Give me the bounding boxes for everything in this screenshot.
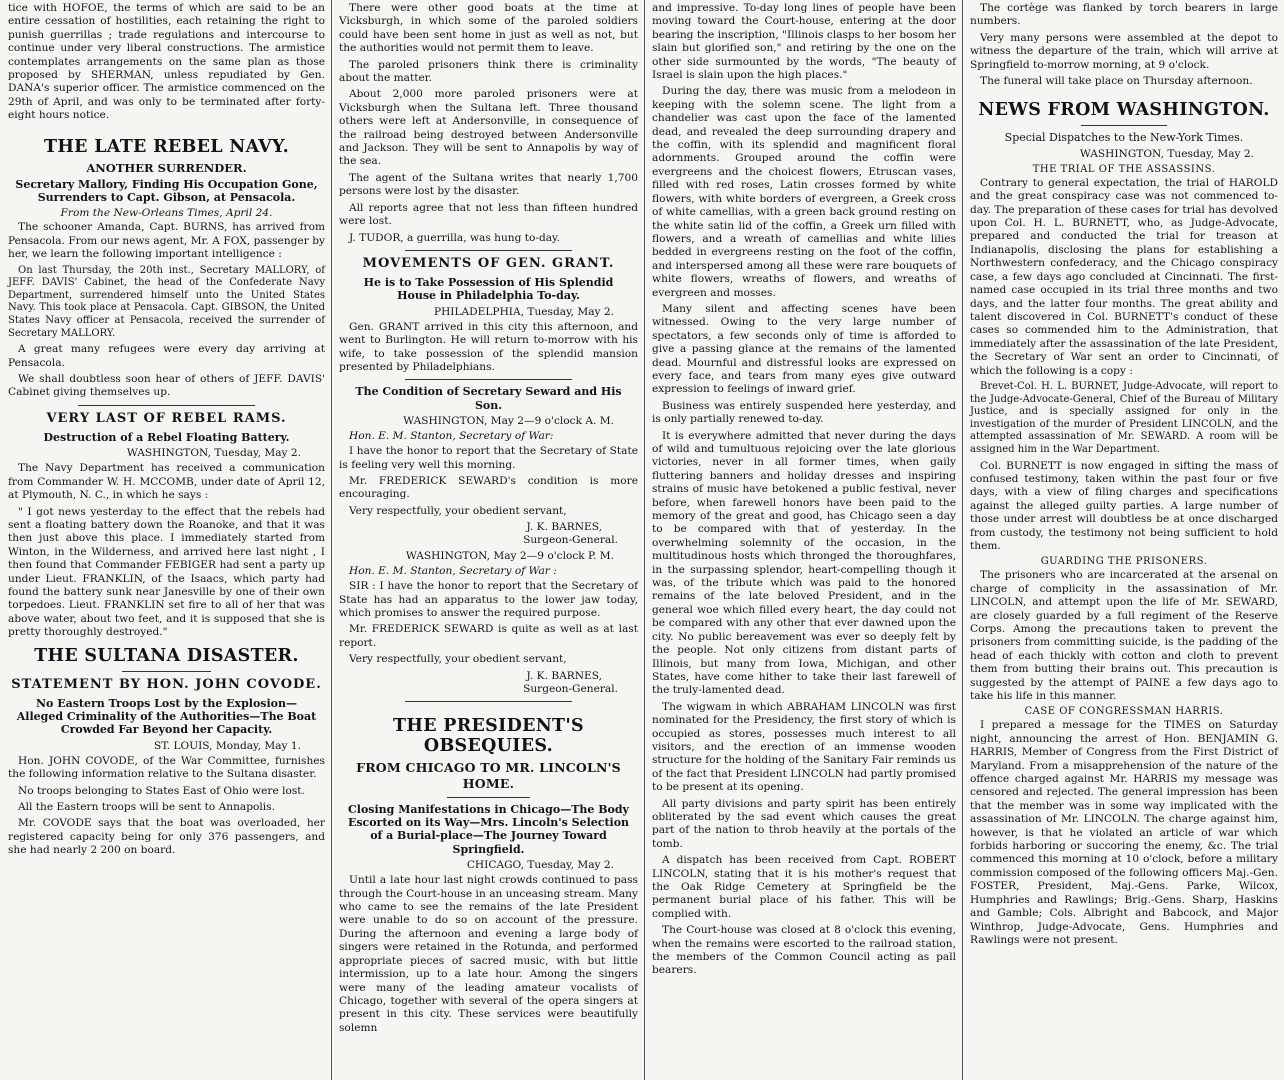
article-paragraph: J. TUDOR, a guerrilla, was hung to-day. xyxy=(349,231,561,244)
article-paragraph: The wigwam in which ABRAHAM LINCOLN was first nominated for the Presidency, the first story of which is occupied as stores, possesses much interest to all visitors, and the erection of an immense wooden structure for the holding of the Sanitary Fair reminds us of the fact that President LINCOLN had partly promised to be present at its opening. xyxy=(652,700,956,794)
article-paragraph: Brevet-Col. H. L. BURNET, Judge-Advocate, will report to the Judge-Advocate-General, Chief of the Bureau of Military Justice, and is specially assigned for only in the investigation of the murder of President LINCOLN, and the attempted assassination of Mr. SEWARD. A room will be assigned him in the War Department. xyxy=(970,380,1278,455)
signature-title: Surgeon-General. xyxy=(523,534,618,547)
column-1 xyxy=(0,0,331,1080)
article-paragraph: There were other good boats at the time at Vicksburgh, in which some of the paroled soldiers could have been sent home in just as well as not, but the authorities would not permit them to leave. xyxy=(339,2,638,55)
headline-movements-grant: MOVEMENTS OF GEN. GRANT. xyxy=(362,255,615,271)
article-paragraph: Until a late hour last night crowds continued to pass through the Court-house in an unceasing stream. Many who came to see the remains of the late President were unable to do so on account of the pressure. During the afternoon and evening a large body of singers were retained in the Rotunda, and performed appropriate pieces of sacred music, with but little intermission, up to a late hour. Among the singers were many of the leading amateur vocalists of Chicago, together with several of the opera singers at present in this city. These services were beautifully solemn xyxy=(339,874,638,1034)
article-paragraph: On last Thursday, the 20th inst., Secretary MALLORY, of JEFF. DAVIS' Cabinet, the head of the Confederate Navy Department, surrendered himself unto the United States Navy. This took place at Pensacola. Capt. GIBSON, the United States Navy officer at Pensacola, received the surrender of Secretary MALLORY. xyxy=(8,264,325,339)
headline-rebel-rams: VERY LAST OF REBEL RAMS. xyxy=(46,410,287,426)
dateline: WASHINGTON, Tuesday, May 2. xyxy=(126,447,301,460)
special-dispatches-line: Special Dispatches to the New-York Times. xyxy=(1004,131,1244,145)
subhead-trial-of-assassins: THE TRIAL OF THE ASSASSINS. xyxy=(1032,163,1216,175)
article-paragraph: Hon. JOHN COVODE, of the War Committee, furnishes the following information relative to the Sultana disaster. xyxy=(8,754,325,781)
headline-news-from-washington: NEWS FROM WASHINGTON. xyxy=(978,100,1270,121)
signature-title: Surgeon-General. xyxy=(523,682,618,695)
article-paragraph: Very respectfully, your obedient servant, xyxy=(349,653,567,666)
subhead-case-congressman-harris: CASE OF CONGRESSMAN HARRIS. xyxy=(1024,706,1224,718)
article-paragraph: Gen. GRANT arrived in this city this afternoon, and went to Burlington. He will return to-morrow with his wife, to take possession of the splendid mansion presented by Philadelphians. xyxy=(339,320,638,373)
article-paragraph: The paroled prisoners think there is criminality about the matter. xyxy=(339,58,638,85)
dateline: CHICAGO, Tuesday, May 2. xyxy=(466,859,614,872)
divider xyxy=(447,797,531,798)
article-paragraph: A great many refugees were every day arriving at Pensacola. xyxy=(8,343,325,369)
headline-presidents-obsequies: THE PRESIDENT'S OBSEQUIES. xyxy=(393,715,584,756)
article-paragraph: The prisoners who are incarcerated at the arsenal on charge of complicity in the assassination of Mr. LINCOLN, and attempt upon the life of Mr. SEWARD, are closely guarded by a full regiment of the Reserve Corps. Among the precautions taken to prevent the prisoners from committing suicide, is the padding of the head of each thickly with cotton and cloth to prevent them from butting their brains out. This precaution is suggested by the attempt of PAINE a few days ago to take his life in this manner. xyxy=(970,569,1278,702)
source-line: From the New-Orleans Times, April 24. xyxy=(60,207,273,220)
headline-sultana-disaster: THE SULTANA DISASTER. xyxy=(34,645,299,666)
deck-obsequies: Closing Manifestations in Chicago—The Body Escorted on its Way—Mrs. Lincoln's Selection of a Burial-place—The Journey Toward Springfield. xyxy=(347,802,630,856)
article-paragraph: Business was entirely suspended here yesterday, and is only partially renewed to-day. xyxy=(652,399,956,426)
article-paragraph: " I got news yesterday to the effect that the rebels had sent a floating battery down the Roanoke, and that it was then just above this place. I immediately started from Winton, in the Wilderness, and arrived here last night , I then found that Commander FEBIGER had sent a party up under Lieut. FRANKLIN, of the Isaacs, which party had found the battery sunk near Janesville by one of their own torpedoes. Lieut. FRANKLIN set fire to all of her that was above water, about two feet, and it is supposed that she is pretty thoroughly destroyed." xyxy=(8,505,325,639)
column-3 xyxy=(644,0,962,1080)
article-paragraph: All the Eastern troops will be sent to Annapolis. xyxy=(18,801,275,813)
article-paragraph: The funeral will take place on Thursday afternoon. xyxy=(980,75,1253,88)
article-paragraph: SIR : I have the honor to report that the Secretary of State has had an apparatus to the lower jaw today, which promises to answer the required purpose. xyxy=(339,580,638,619)
deck-grant: He is to Take Possession of His Splendid House in Philadelphia To-day. xyxy=(363,275,614,303)
dateline: ST. LOUIS, Monday, May 1. xyxy=(153,739,301,752)
subhead-another-surrender: ANOTHER SURRENDER. xyxy=(86,160,247,175)
article-paragraph: Very respectfully, your obedient servant, xyxy=(349,504,567,517)
dateline: WASHINGTON, Tuesday, May 2. xyxy=(1079,147,1254,160)
article-paragraph: It is everywhere admitted that never during the days of wild and tumultuous rejoicing over the late glorious victories, never in all former times, when gaily fluttering banners and holiday dresses and inspiring strains of music have betokened a public festival, never before, when farewell honors have been paid to the memory of the great and good, has Chicago seen a day to be compared with that of yesterday. In the overwhelming solemnity of the occasion, in the multitudinous hosts which thronged the thoroughfares, in the surpassing splendor, heart-compelling though it was, of the tribute which was paid to the honored remains of the late beloved President, and in the general woe which filled every heart, the day could not be compared with any other that ever dawned upon the city. No public bereavement was ever so deeply felt by the people. Not only citizens from distant parts of Illinois, but many from Iowa, Michigan, and other States, have come hither to take their last farewell of the truly-lamented dead. xyxy=(652,429,956,697)
divider xyxy=(405,379,572,380)
article-paragraph: Mr. COVODE says that the boat was overloaded, her registered capacity being for only 376 passengers, and she had nearly 2 200 on board. xyxy=(8,817,325,857)
article-paragraph: All party divisions and party spirit has been entirely obliterated by the sad event which causes the great part of the nation to throb heavily at the portals of the tomb. xyxy=(652,797,956,850)
article-paragraph: No troops belonging to States East of Ohio were lost. xyxy=(18,784,305,797)
article-paragraph: Mr. FREDERICK SEWARD's condition is more encouraging. xyxy=(339,474,638,501)
article-paragraph: Very many persons were assembled at the depot to witness the departure of the train, which will arrive at Springfield to-morrow morning, at 9 o'clock. xyxy=(970,31,1278,71)
article-paragraph: The Court-house was closed at 8 o'clock this evening, when the remains were escorted to the railroad station, the members of the Common Council acting as pall bearers. xyxy=(652,924,956,977)
divider xyxy=(1081,125,1167,126)
column-4 xyxy=(962,0,1284,1080)
article-paragraph: Contrary to general expectation, the trial of HAROLD and the great conspiracy case was not commenced to-day. The preparation of these cases for trial has devolved upon Col. H. L. BURNETT, who, as Judge-Advocate, prepared and conducted the trial for treason at Indianapolis, disclosing the plans for establishing a Northwestern confederacy, and the Chicago conspiracy case, a few days ago concluded at Cincinnati. The first-named case occupied in its trial three months and two days, and the latter four months. The great ability and talent discovered in Col. BURNETT's conduct of these cases so commended him to the Administration, that immediately after the assassination of the late President, the Secretary of War sent an order to Cincinnati, of which the following is a copy : xyxy=(970,176,1278,377)
article-paragraph: We shall doubtless soon hear of others of JEFF. DAVIS' Cabinet giving themselves up. xyxy=(8,373,325,399)
article-paragraph: tice with HOFOE, the terms of which are said to be an entire cessation of hostilities, each retaining the right to punish guerrillas ; trade regulations and intercourse to continue under very liberal constructions. The armistice contemplates arrangements on the same plan as those proposed by SHERMAN, unless repudiated by Gen. DANA's superior officer. The armistice commenced on the 29th of April, and was only to be terminated after forty-eight hours notice. xyxy=(8,2,325,122)
article-paragraph: All reports agree that not less than fifteen hundred were lost. xyxy=(339,201,638,228)
article-paragraph: The agent of the Sultana writes that nearly 1,700 persons were lost by the disaster. xyxy=(339,171,638,198)
salutation: Hon. E. M. Stanton, Secretary of War: xyxy=(349,430,554,443)
article-paragraph: About 2,000 more paroled prisoners were at Vicksburgh when the Sultana left. Three thousand others were left at Andersonville, in consequence of the railroad being destroyed between Andersonville and Jackson. They will be sent to Annapolis by way of the sea. xyxy=(339,88,638,168)
dateline: WASHINGTON, May 2—9 o'clock P. M. xyxy=(405,550,614,563)
article-paragraph: Col. BURNETT is now engaged in sifting the mass of confused testimony, taken within the past four or five days, with a view of filing charges and specifications against the alleged guilty parties. A large number of those under arrest will doubtless be at once discharged from custody, the testimony not being sufficient to hold them. xyxy=(970,459,1278,552)
headline-late-rebel-navy: THE LATE REBEL NAVY. xyxy=(44,136,289,157)
signature-name: J. K. BARNES, xyxy=(526,669,602,682)
dateline: PHILADELPHIA, Tuesday, May 2. xyxy=(433,305,614,318)
divider xyxy=(122,671,211,672)
divider xyxy=(405,701,572,702)
headline-covode-statement: STATEMENT BY HON. JOHN COVODE. xyxy=(11,676,322,692)
article-paragraph: The Navy Department has received a communication from Commander W. H. MCCOMB, under date of April 12, at Plymouth, N. C., in which he says : xyxy=(8,462,325,502)
deck-floating-battery: Destruction of a Rebel Floating Battery. xyxy=(43,430,290,444)
article-paragraph: The cortège was flanked by torch bearers in large numbers. xyxy=(970,2,1278,28)
divider xyxy=(405,250,572,251)
article-paragraph: The schooner Amanda, Capt. BURNS, has arrived from Pensacola. From our news agent, Mr. A FOX, passenger by her, we learn the following important intelligence : xyxy=(8,221,325,261)
deck-mallory: Secretary Mallory, Finding His Occupation Gone, Surrenders to Capt. Gibson, at Pensacola. xyxy=(15,177,318,205)
article-paragraph: and impressive. To-day long lines of people have been moving toward the Court-house, entering at the door bearing the inscription, "Illinois clasps to her bosom her slain but glorified son," and retiring by the one on the other side surmounted by the words, "The beauty of Israel is slain upon the high places." xyxy=(652,2,956,82)
deck-sultana: No Eastern Troops Lost by the Explosion—Alleged Criminality of the Authorities—The Boat Crowded Far Beyond her Capacity. xyxy=(16,696,317,737)
article-paragraph: I prepared a message for the TIMES on Saturday night, announcing the arrest of Hon. BENJAMIN G. HARRIS, Member of Congress from the First District of Maryland. From a misapprehension of the nature of the offence charged against Mr. HARRIS my message was censored and rejected. The general impression has been that the member was in some way implicated with the assassination of Mr. LINCOLN. The charge against him, however, is that he violated an article of war which forbids harboring or succoring the enemy, &c. The trial commenced this morning at 10 o'clock, before a military commission composed of the following officers Maj.-Gen. FOSTER, President, Maj.-Gens. Parke, Wilcox, Humphries and Rawlings; Brig.-Gens. Sharp, Haskins and Gamble; Cols. Albright and Babcock, and Major Winthrop, Judge-Advocate, Gens. Humphries and Rawlings were not present. xyxy=(970,719,1278,946)
salutation: Hon. E. M. Stanton, Secretary of War : xyxy=(349,565,557,578)
deck-seward-condition: The Condition of Secretary Seward and His Son. xyxy=(355,385,622,412)
article-paragraph: I have the honor to report that the Secretary of State is feeling very well this morning. xyxy=(339,445,638,471)
signature-name: J. K. BARNES, xyxy=(526,521,602,534)
headline-chicago-to-lincolns-home: FROM CHICAGO TO MR. LINCOLN'S HOME. xyxy=(356,759,621,791)
article-paragraph: Many silent and affecting scenes have been witnessed. Owing to the very large number of spectators, a few seconds only of time is afforded to give a passing glance at the remains of the lamented dead. Mournful and distressful looks are expressed on every face, and tears from many eyes give outward expression to feelings of inward grief. xyxy=(652,302,956,396)
dateline: WASHINGTON, May 2—9 o'clock A. M. xyxy=(403,415,614,428)
article-paragraph: A dispatch has been received from Capt. ROBERT LINCOLN, stating that it is his mother's request that the Oak Ridge Cemetery at Springfield be the permanent burial place of his father. This will be complied with. xyxy=(652,854,956,920)
article-paragraph: During the day, there was music from a melodeon in keeping with the solemn scene. The light from a chandelier was cast upon the face of the lamented dead, and revealed the deep surrounding drapery and the coffin, with its splendid and magnificent floral adornments. Grouped around the coffin were evergreens and the choicest flowers, Etruscan vases, filled with red roses, Latin crosses formed by white flowers, with white borders of evergreen, a Greek cross of white camellias, with a green back ground resting on the white satin lid of the coffin, a Greek urn filled with flowers, and a wreath of camellias and white lilies bedded in evergreens resting on the foot of the coffin, and interspersed among all these were rare bouquets of white flowers, wreaths of flowers, and wreaths of evergreen and mosses. xyxy=(652,85,956,299)
column-2 xyxy=(331,0,644,1080)
subhead-guarding-prisoners: GUARDING THE PRISONERS. xyxy=(1040,556,1208,568)
article-paragraph: Mr. FREDERICK SEWARD is quite as well as at last report. xyxy=(339,623,638,649)
divider xyxy=(78,405,256,406)
